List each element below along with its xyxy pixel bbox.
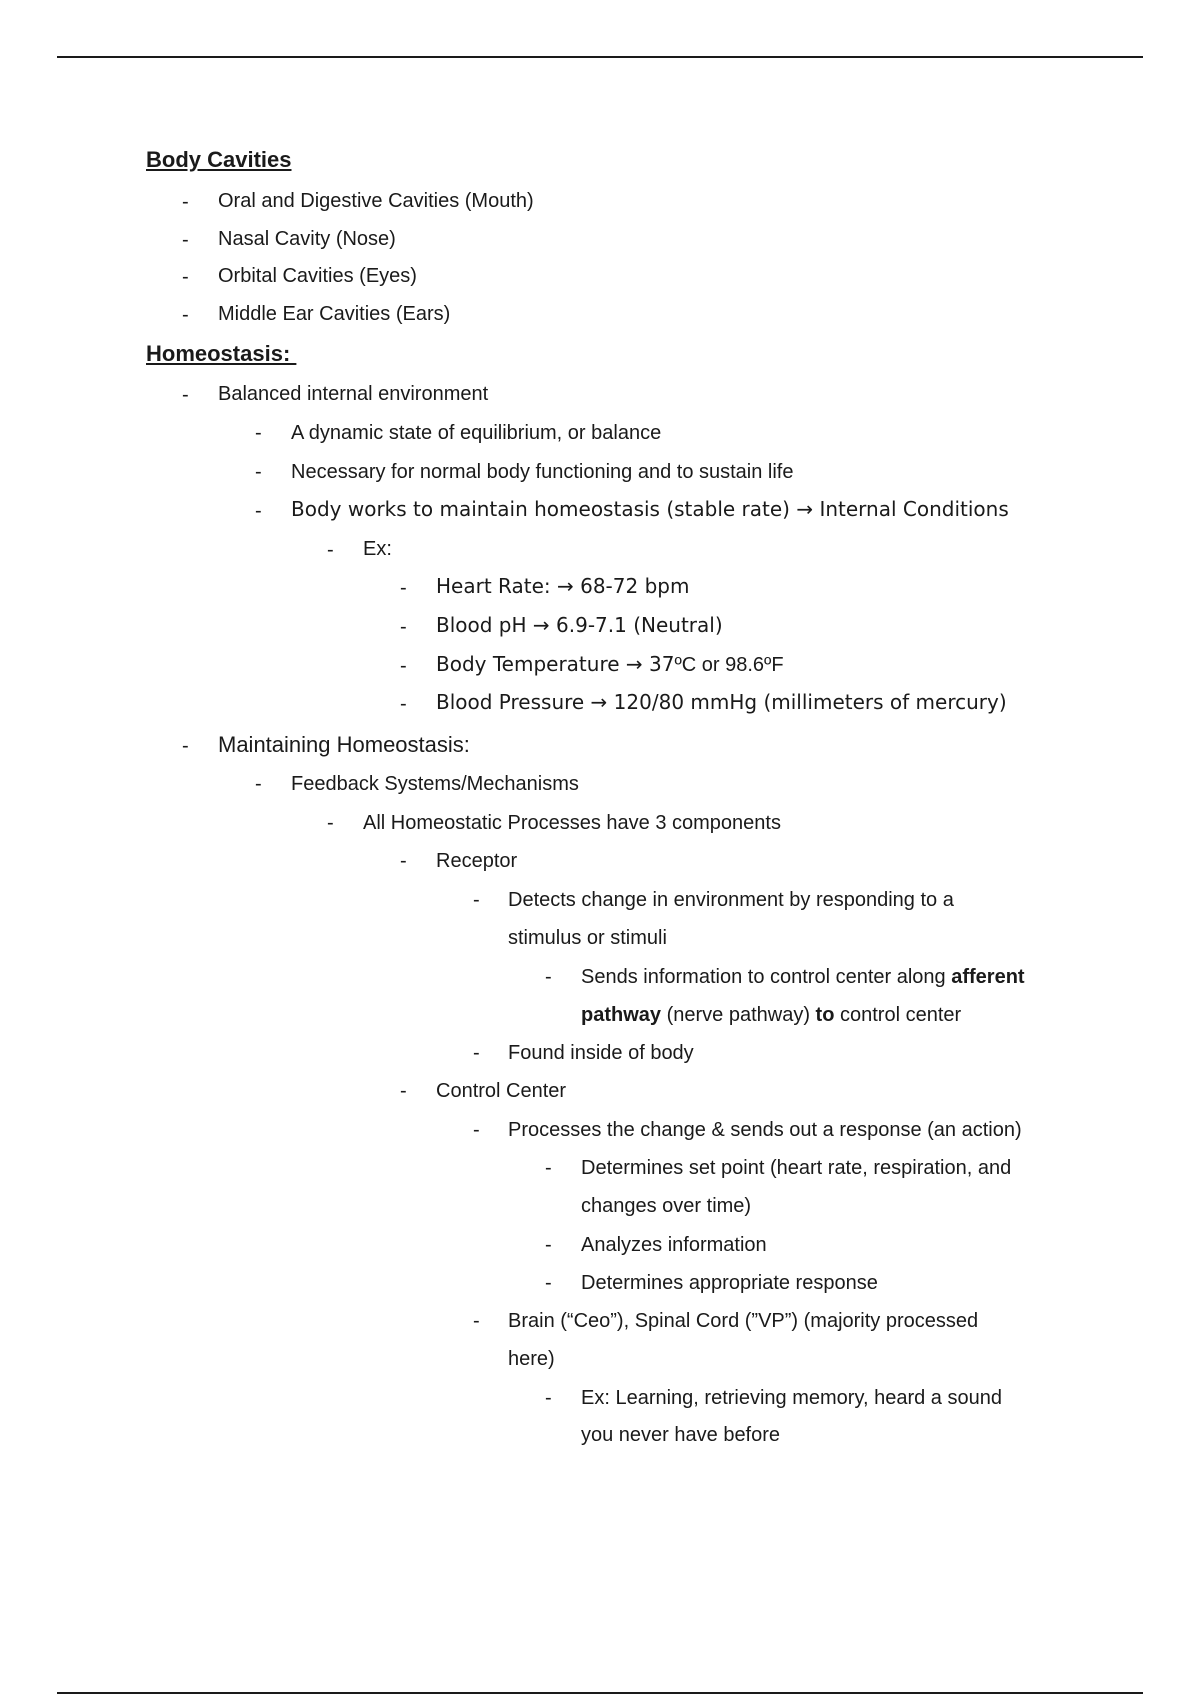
- list-item-continued: here): [508, 1348, 555, 1370]
- nerve-pathway-text: (nerve pathway): [661, 1004, 816, 1026]
- bullet-dash: -: [400, 1080, 407, 1102]
- control-center-text: control center: [834, 1004, 962, 1026]
- bullet-dash: -: [400, 693, 407, 715]
- bullet-dash: -: [255, 500, 262, 522]
- list-item: Receptor: [436, 850, 518, 872]
- sends-text: Sends information to control center along: [581, 966, 952, 988]
- list-item: Necessary for normal body functioning and to sustain life: [291, 461, 794, 483]
- afferent-term: afferent: [951, 966, 1025, 988]
- list-item: Heart Rate: → 68-72 bpm: [436, 574, 690, 598]
- list-item: Feedback Systems/Mechanisms: [291, 773, 579, 795]
- list-item: Balanced internal environment: [218, 383, 489, 405]
- bullet-dash: -: [545, 1272, 552, 1294]
- bullet-dash: -: [400, 577, 407, 599]
- bullet-dash: -: [182, 266, 189, 288]
- bullet-dash: -: [255, 422, 262, 444]
- list-item: Determines appropriate response: [581, 1272, 878, 1294]
- bullet-dash: -: [400, 616, 407, 638]
- bullet-dash: -: [473, 1310, 480, 1332]
- bullet-dash: -: [473, 889, 480, 911]
- pathway-term: pathway: [581, 1004, 662, 1026]
- list-item-continued: you never have before: [581, 1424, 781, 1446]
- bullet-dash: -: [182, 191, 189, 213]
- list-item: Ex:: [363, 538, 392, 560]
- list-item: Ex: Learning, retrieving memory, heard a sound: [581, 1387, 1002, 1409]
- bullet-dash: -: [400, 850, 407, 872]
- list-item: Analyzes information: [581, 1234, 767, 1256]
- body-temp-units: ºC or 98.6ºF: [674, 654, 784, 676]
- list-item: Control Center: [436, 1080, 567, 1102]
- list-item-continued: changes over time): [581, 1195, 752, 1217]
- bullet-dash: -: [327, 539, 334, 561]
- list-item-continued: stimulus or stimuli: [508, 927, 667, 949]
- to-term: to: [815, 1004, 835, 1026]
- bullet-dash: -: [327, 812, 334, 834]
- bullet-dash: -: [255, 773, 262, 795]
- list-item: [436, 654, 784, 675]
- bullet-dash: -: [473, 1119, 480, 1141]
- top-rule: [57, 56, 1143, 58]
- list-item: All Homeostatic Processes have 3 components: [363, 812, 781, 834]
- bullet-dash: -: [545, 1157, 552, 1179]
- bullet-dash: -: [182, 384, 189, 406]
- list-item: A dynamic state of equilibrium, or balance: [291, 422, 662, 444]
- bullet-dash: -: [545, 966, 552, 988]
- list-item: Brain (“Ceo”), Spinal Cord (”VP”) (majority processed: [508, 1310, 979, 1332]
- bullet-dash: -: [182, 735, 189, 757]
- list-item: Processes the change & sends out a response (an action): [508, 1119, 1022, 1141]
- list-item: [581, 967, 1025, 987]
- heading-body-cavities: Body Cavities: [146, 147, 292, 172]
- list-item: Found inside of body: [508, 1042, 694, 1064]
- list-item: Nasal Cavity (Nose): [218, 228, 396, 250]
- list-item-continued: [581, 1005, 961, 1025]
- list-item: Body works to maintain homeostasis (stable rate) → Internal Conditions: [291, 497, 1009, 521]
- bullet-dash: -: [182, 304, 189, 326]
- bullet-dash: -: [255, 461, 262, 483]
- list-item: Detects change in environment by responding to a: [508, 889, 954, 911]
- bullet-dash: -: [545, 1387, 552, 1409]
- list-item: Middle Ear Cavities (Ears): [218, 303, 451, 325]
- bullet-dash: -: [473, 1042, 480, 1064]
- body-temp-text: Body Temperature → 37: [436, 652, 675, 676]
- heading-homeostasis: Homeostasis:: [146, 341, 297, 366]
- list-item: Blood pH → 6.9-7.1 (Neutral): [436, 613, 723, 637]
- bullet-dash: -: [182, 229, 189, 251]
- list-item: Orbital Cavities (Eyes): [218, 265, 417, 287]
- list-item: Blood Pressure → 120/80 mmHg (millimeters of mercury): [436, 690, 1007, 714]
- bullet-dash: -: [545, 1234, 552, 1256]
- list-item: Oral and Digestive Cavities (Mouth): [218, 190, 534, 212]
- list-item: Determines set point (heart rate, respiration, and: [581, 1157, 1012, 1179]
- bottom-rule: [57, 1692, 1143, 1694]
- bullet-dash: -: [400, 655, 407, 677]
- list-item: Maintaining Homeostasis:: [218, 732, 470, 757]
